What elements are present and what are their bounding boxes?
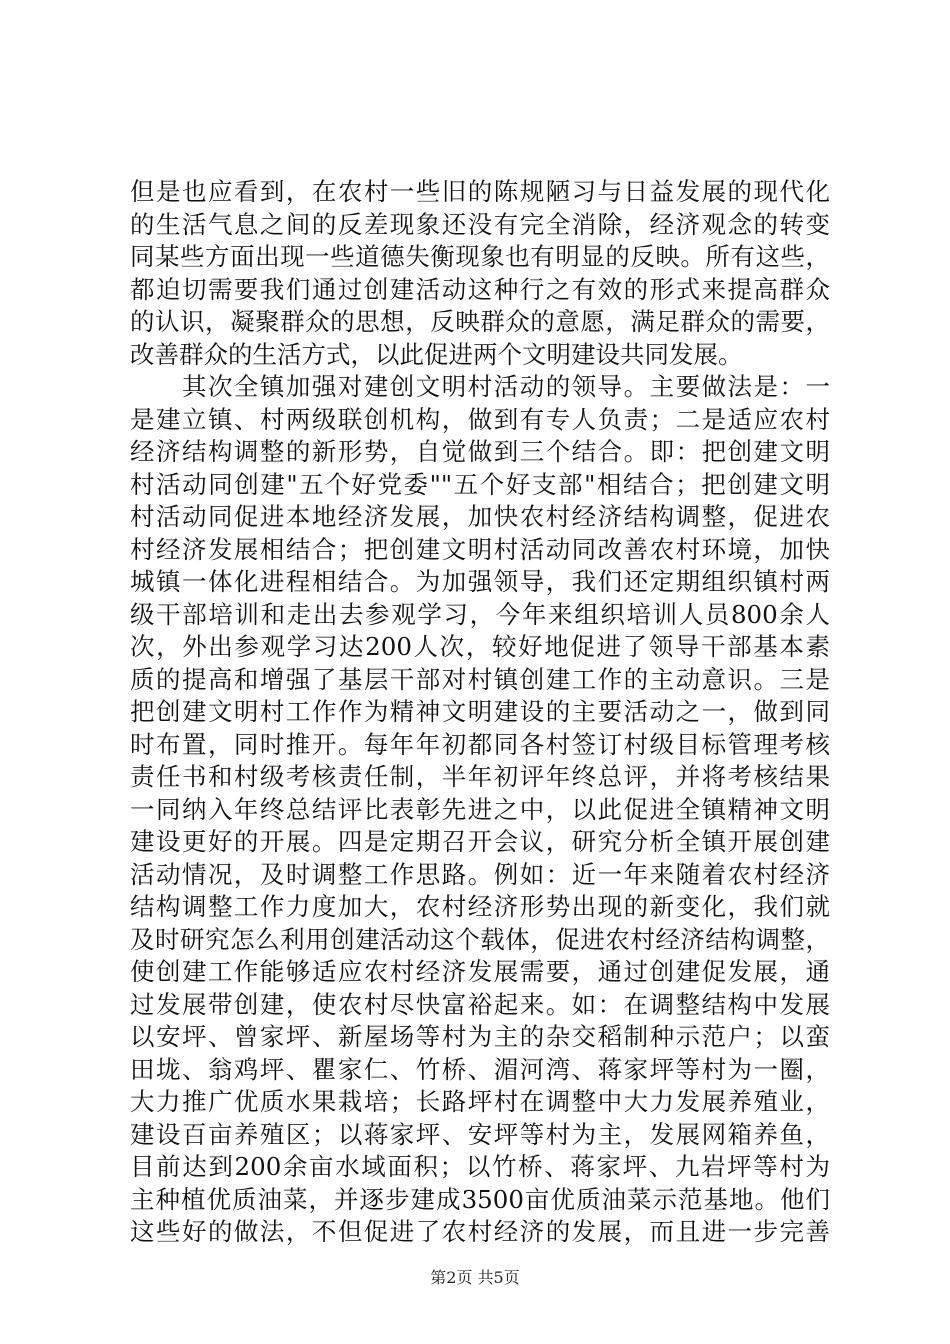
text-line: 时布置，同时推开。每年年初都同各村签订村级目标管理考核 — [130, 729, 830, 759]
text-line: 质的提高和增强了基层干部对村镇创建工作的主动意识。三是 — [130, 664, 830, 694]
text-line: 把创建文明村工作作为精神文明建设的主要活动之一，做到同 — [130, 697, 830, 726]
text-line: 其次全镇加强对建创文明村活动的领导。主要做法是：一 — [130, 372, 830, 401]
text-line: 一同纳入年终总结评比表彰先进之中，以此促进全镇精神文明 — [130, 794, 830, 824]
text-line: 以安坪、曾家坪、新屋场等村为主的杂交稻制种示范户；以蛮 — [130, 1022, 830, 1051]
text-line: 村活动同创建"五个好党委""五个好支部"相结合；把创建文明 — [130, 469, 830, 499]
text-line: 大力推广优质水果栽培；长路坪村在调整中大力发展养殖业， — [130, 1087, 830, 1116]
text-line: 结构调整工作力度加大，农村经济形势出现的新变化，我们就 — [130, 892, 830, 921]
text-line: 的生活气息之间的反差现象还没有完全消除，经济观念的转变 — [130, 209, 830, 239]
page-number-footer: 第2页 共5页 — [430, 1268, 520, 1287]
paragraph-2 — [130, 371, 830, 1249]
paragraph-1 — [130, 176, 830, 371]
text-line: 目前达到200余亩水域面积；以竹桥、蒋家坪、九岩坪等村为 — [130, 1152, 830, 1181]
text-line: 同某些方面出现一些道德失衡现象也有明显的反映。所有这些， — [130, 242, 830, 271]
text-line: 主种植优质油菜，并逐步建成3500亩优质油菜示范基地。他们 — [130, 1184, 830, 1214]
text-line: 村经济发展相结合；把创建文明村活动同改善农村环境，加快 — [130, 534, 830, 564]
text-line: 使创建工作能够适应农村经济发展需要，通过创建促发展，通 — [130, 957, 830, 986]
text-line: 的认识，凝聚群众的思想，反映群众的意愿，满足群众的需要， — [130, 307, 830, 336]
text-line: 都迫切需要我们通过创建活动这种行之有效的形式来提高群众 — [130, 274, 830, 304]
text-line: 但是也应看到，在农村一些旧的陈规陋习与日益发展的现代化 — [130, 177, 830, 206]
text-line: 活动情况，及时调整工作思路。例如：近一年来随着农村经济 — [130, 859, 830, 889]
text-line: 经济结构调整的新形势，自觉做到三个结合。即：把创建文明 — [130, 437, 830, 466]
text-line: 改善群众的生活方式，以此促进两个文明建设共同发展。 — [130, 339, 743, 369]
text-line: 这些好的做法，不但促进了农村经济的发展，而且进一步完善 — [130, 1217, 830, 1246]
text-line: 过发展带创建，使农村尽快富裕起来。如：在调整结构中发展 — [130, 989, 830, 1019]
document-body — [130, 176, 830, 1249]
text-line: 级干部培训和走出去参观学习，今年来组织培训人员800余人 — [130, 599, 830, 629]
text-line: 田垅、翁鸡坪、瞿家仁、竹桥、湄河湾、蒋家坪等村为一圈， — [130, 1054, 830, 1084]
text-line: 建设更好的开展。四是定期召开会议，研究分析全镇开展创建 — [130, 827, 830, 856]
text-line: 及时研究怎么利用创建活动这个载体，促进农村经济结构调整， — [130, 924, 830, 954]
text-line: 是建立镇、村两级联创机构，做到有专人负责；二是适应农村 — [130, 404, 830, 434]
text-line: 村活动同促进本地经济发展，加快农村经济结构调整，促进农 — [130, 502, 830, 531]
text-line: 城镇一体化进程相结合。为加强领导，我们还定期组织镇村两 — [130, 567, 830, 596]
text-line: 建设百亩养殖区；以蒋家坪、安坪等村为主，发展网箱养鱼， — [130, 1119, 830, 1149]
text-line: 责任书和村级考核责任制，半年初评年终总评，并将考核结果 — [130, 762, 830, 791]
text-line: 次，外出参观学习达200人次，较好地促进了领导干部基本素 — [130, 632, 830, 661]
